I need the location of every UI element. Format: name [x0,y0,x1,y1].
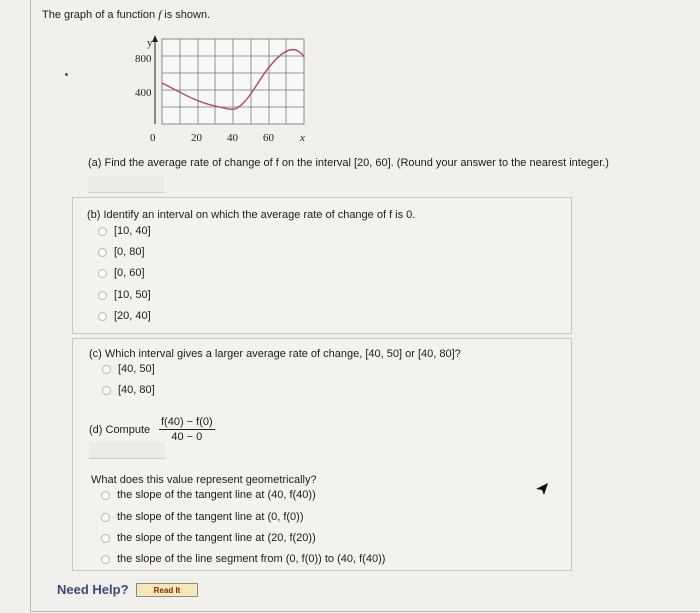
part-a-question: (a) Find the average rate of change of f on the interval [20, 60]. (Round your answer to the nearest integer.) [88,157,609,169]
part-d-option-4[interactable] [101,553,385,565]
part-d-option-3[interactable] [101,532,316,544]
option-label: [0, 60] [114,267,145,279]
bullet-dot [65,73,68,76]
y-axis-arrow [152,35,158,42]
intro-text: The graph of a function f is shown. [42,9,211,21]
part-b-option-3[interactable] [98,267,145,279]
x-axis-label: x [300,132,305,144]
part-b-option-1[interactable] [98,225,151,237]
part-b-option-5[interactable] [98,310,151,322]
radio-button[interactable] [101,555,110,564]
part-c-section [72,338,572,413]
option-label: [20, 40] [114,310,151,322]
x-tick-40: 40 [227,132,238,144]
radio-button[interactable] [98,269,107,278]
fraction-numerator: f(40) − f(0) [161,416,213,428]
y-tick-400: 400 [135,87,152,99]
option-label: [40, 80] [118,384,155,396]
part-c-option-2[interactable] [102,384,155,396]
option-label: [40, 50] [118,363,155,375]
y-axis-label: y [147,37,153,49]
part-d-option-2[interactable] [101,511,304,523]
part-d-section [72,412,572,571]
part-d-option-1[interactable] [101,489,316,501]
radio-button[interactable] [98,227,107,236]
option-label: the slope of the tangent line at (40, f(40)) [117,489,316,501]
function-graph [118,30,318,150]
fraction-denominator: 40 − 0 [171,431,203,443]
option-label: [10, 40] [114,225,151,237]
part-c-option-1[interactable] [102,363,155,375]
part-b-option-4[interactable] [98,289,151,301]
radio-button[interactable] [98,248,107,257]
radio-button[interactable] [101,534,110,543]
part-b-question: (b) Identify an interval on which the average rate of change of f is 0. [87,209,416,221]
radio-button[interactable] [101,491,110,500]
x-tick-20: 20 [191,132,202,144]
part-a-answer-input[interactable] [88,176,164,193]
mouse-cursor-icon [535,482,549,496]
part-b-section [72,197,572,334]
option-label: [0, 80] [114,246,145,258]
radio-button[interactable] [101,513,110,522]
radio-button[interactable] [102,386,111,395]
radio-button[interactable] [98,312,107,321]
part-d-fraction [159,416,215,443]
read-it-button[interactable]: Read It [136,583,198,597]
option-label: the slope of the tangent line at (20, f(20)) [117,532,316,544]
option-label: the slope of the tangent line at (0, f(0)) [117,511,304,523]
radio-button[interactable] [102,365,111,374]
x-tick-60: 60 [263,132,274,144]
part-b-option-2[interactable] [98,246,145,258]
option-label: the slope of the line segment from (0, f(0)) to (40, f(40)) [117,553,386,565]
part-d-label: (d) Compute [89,424,151,436]
need-help-label: Need Help? [57,582,129,597]
part-d-answer-input[interactable] [89,442,165,459]
option-label: [10, 50] [114,289,151,301]
part-c-question: (c) Which interval gives a larger average rate of change, [40, 50] or [40, 80]? [89,348,461,360]
graph-grid [162,39,304,124]
x-tick-0: 0 [150,132,156,144]
radio-button[interactable] [98,291,107,300]
y-tick-800: 800 [135,53,152,65]
part-d-followup: What does this value represent geometrically? [91,474,317,486]
